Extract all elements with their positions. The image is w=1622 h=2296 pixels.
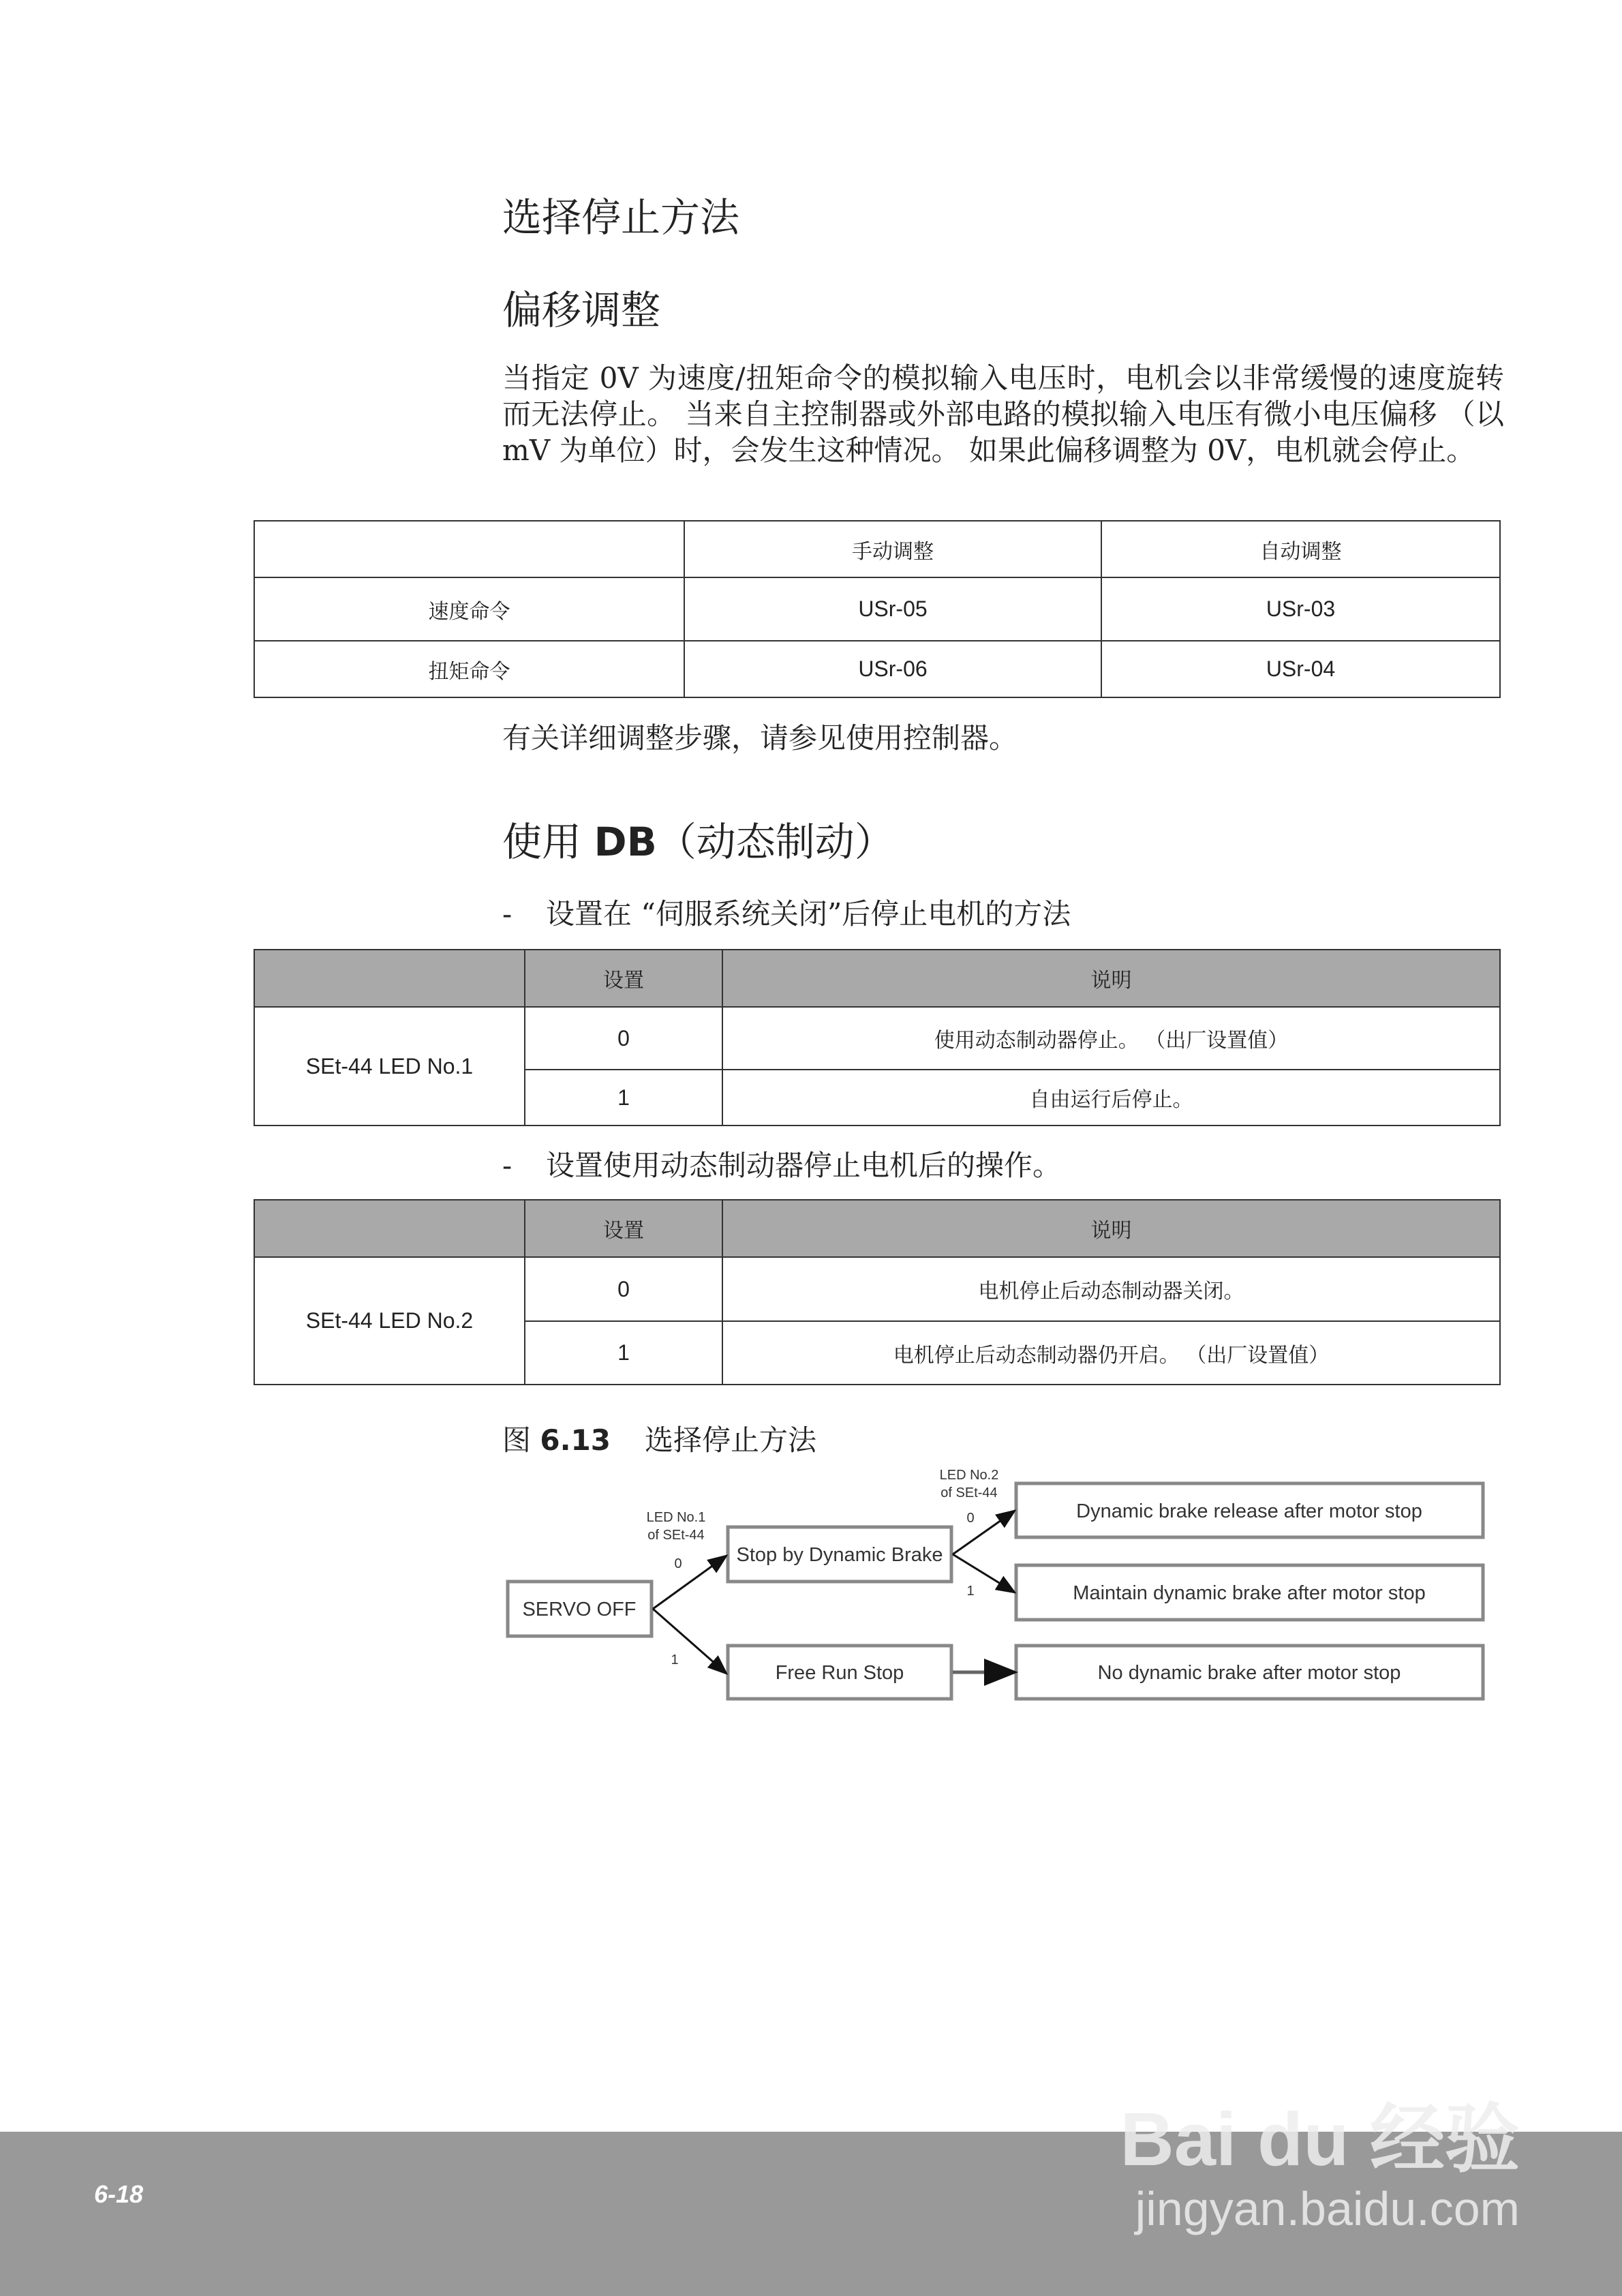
page-number: 6-18 xyxy=(94,2180,144,2208)
branch-label: 0 xyxy=(674,1556,682,1571)
header-cell: 设置 xyxy=(525,950,722,1007)
reference-link[interactable]: 使用控制器 xyxy=(846,721,990,755)
node-label: Free Run Stop xyxy=(775,1662,904,1684)
watermark-logo: Bai du 经验 xyxy=(1120,2098,1520,2181)
table-cell: 扭矩命令 xyxy=(254,641,684,697)
arrow-db-to-maintain xyxy=(953,1554,1015,1592)
db-title-prefix: 使用 xyxy=(502,819,594,865)
branch-label: 1 xyxy=(966,1584,975,1599)
led1-label: of SEt-44 xyxy=(647,1528,705,1543)
header-cell: 自动调整 xyxy=(1101,521,1500,577)
reference-note-text: 有关详细调整步骤，请参见 xyxy=(502,721,846,755)
bullet-text: 设置使用动态制动器停止电机后的操作。 xyxy=(546,1149,1062,1182)
node-label: Maintain dynamic brake after motor stop xyxy=(1073,1582,1426,1604)
header-cell: 说明 xyxy=(722,950,1500,1007)
table-cell: 电机停止后动态制动器关闭。 xyxy=(722,1257,1500,1321)
table-cell: 自由运行后停止。 xyxy=(722,1070,1500,1126)
node-label: SERVO OFF xyxy=(522,1599,637,1620)
branch-label: 0 xyxy=(966,1511,975,1526)
table-cell: 速度命令 xyxy=(254,577,684,641)
led2-label: of SEt-44 xyxy=(940,1485,998,1500)
table-cell: 0 xyxy=(525,1257,722,1321)
table-cell: 电机停止后动态制动器仍开启。 （出厂设置值） xyxy=(722,1321,1500,1385)
header-cell: 手动调整 xyxy=(684,521,1101,577)
table-cell: USr-06 xyxy=(684,641,1101,697)
branch-label: 1 xyxy=(671,1652,679,1667)
param-cell: SEt-44 LED No.2 xyxy=(254,1257,525,1385)
bullet-db-operation: - 设置使用动态制动器停止电机后的操作。 xyxy=(502,1149,1062,1182)
figure-caption-text: 选择停止方法 xyxy=(645,1423,817,1457)
table-cell: 1 xyxy=(525,1070,722,1126)
figure-label-prefix: 图 xyxy=(502,1423,540,1457)
node-label: Stop by Dynamic Brake xyxy=(736,1544,943,1566)
offset-paragraph-text: 当指定 0V 为速度/扭矩命令的模拟输入电压时，电机会以非常缓慢的速度旋转而无法停止。 当来自主控制器或外部电路的模拟输入电压有微小电压偏移 （以 mV 为单位）时，会发生这种情况。 如果此偏移调整为 0V，电机就会停止。 xyxy=(502,361,1504,467)
header-cell: 说明 xyxy=(722,1200,1500,1257)
led2-label: LED No.2 xyxy=(939,1468,999,1483)
arrow-servo-to-free xyxy=(653,1609,726,1674)
figure-number: 6.13 xyxy=(540,1423,611,1457)
table-cell: USr-03 xyxy=(1101,577,1500,641)
param-cell: SEt-44 LED No.1 xyxy=(254,1007,525,1126)
watermark-url: jingyan.baidu.com xyxy=(1135,2182,1520,2235)
led1-label: LED No.1 xyxy=(646,1510,706,1525)
table-cell: 1 xyxy=(525,1321,722,1385)
bullet-stop-method: - 设置在 “伺服系统关闭”后停止电机的方法 xyxy=(502,897,1071,931)
section-title-select-stop: 选择停止方法 xyxy=(502,194,740,241)
db-title-suffix: （动态制动） xyxy=(656,819,894,865)
table-cell: 0 xyxy=(525,1007,722,1070)
bullet-text: 设置在 “伺服系统关闭”后停止电机的方法 xyxy=(546,897,1071,931)
section-title-offset: 偏移调整 xyxy=(502,287,661,333)
db-title-bold: DB xyxy=(594,819,657,865)
arrow-servo-to-db xyxy=(653,1556,726,1609)
node-label: No dynamic brake after motor stop xyxy=(1097,1662,1401,1684)
table-cell: USr-05 xyxy=(684,577,1101,641)
node-label: Dynamic brake release after motor stop xyxy=(1076,1500,1422,1522)
table-cell: 使用动态制动器停止。 （出厂设置值） xyxy=(722,1007,1500,1070)
header-cell: 设置 xyxy=(525,1200,722,1257)
reference-note-end: 。 xyxy=(989,721,1018,755)
arrow-db-to-release xyxy=(953,1511,1015,1554)
table-cell: USr-04 xyxy=(1101,641,1500,697)
